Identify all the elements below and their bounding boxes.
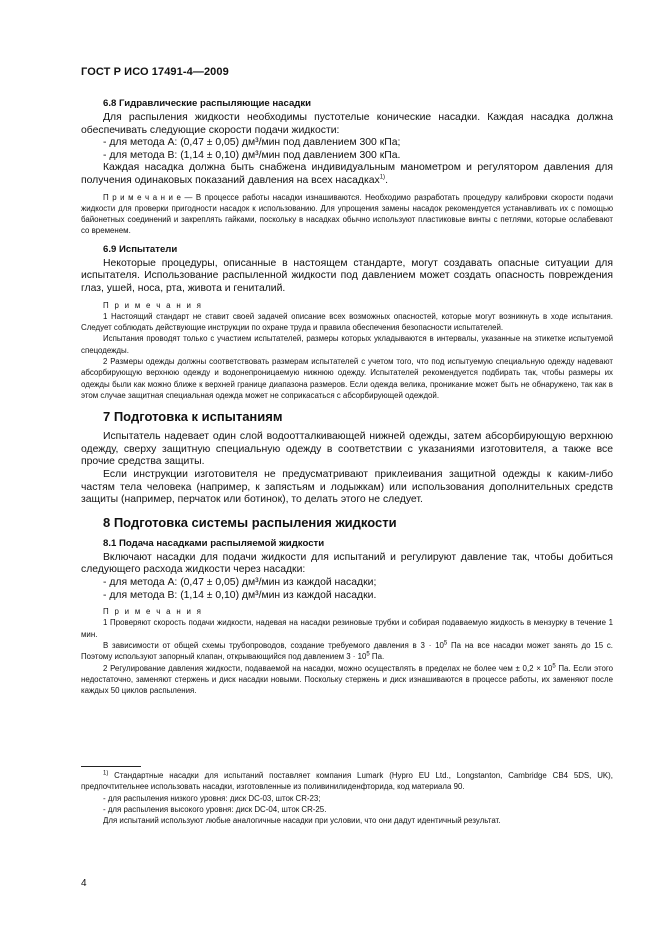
section-6-9-note-1b: Испытания проводят только с участием испытателей, размеры которых укладываются в интервалы, указанные на этикетке испытуемой спецодежды. xyxy=(81,334,613,355)
paragraph-end: . xyxy=(385,174,388,186)
note-text: Па. xyxy=(369,652,385,662)
section-6-9-paragraph-1: Некоторые процедуры, описанные в настоящем стандарте, могут создавать опасные ситуации для испытателя. Использование распыленной жидкости под давлением может создать опасность повреждения глаз, ушей, носа, рта, живота и гениталий. xyxy=(81,257,613,294)
footnote-text: Стандартные насадки для испытаний поставляет компания Lumark (Hypro EU Ltd., Longstanton, Cambridge CB4 5DS, UK), предпочтительнее использовать насадки, изготовленные из поливинилиденфторида, код материала 90. xyxy=(81,771,613,792)
method-a-rate: - для метода A: (0,47 ± 0,05) дм³/мин под давлением 300 кПа; xyxy=(103,137,401,149)
footnote-divider xyxy=(81,766,141,767)
section-8-1-note-1b xyxy=(81,640,613,663)
footnote-marker: 1) xyxy=(103,770,109,777)
notes-heading: П р и м е ч а н и я xyxy=(103,300,203,310)
section-6-9-note-2: 2 Размеры одежды должны соответствовать размерам испытателей с учетом того, что под испытуемую специальную одежду надевают абсорбирующую верхнюю одежду и водонепроницаемую нижнюю одежду. Испытателей рекомендуется подбирать так, чтобы размеры их одежды были как можно ближе к верхней границе диапазона размеров. Если одежда велика, проникание может быть не обнаружено, так как в этом случае защитная специальная одежда может не соприкасаться с абсорбирующей одеждой. xyxy=(81,357,613,400)
section-6-9-note-1: 1 Настоящий стандарт не ставит своей задачей описание всех возможных опасностей, которые могут возникнуть в ходе испытания. Следует соблюдать действующие инструкции по охране труда и правила обеспечения безопасности испытателей. xyxy=(81,311,613,333)
footnote-1 xyxy=(81,770,613,793)
section-6-8-paragraph-2 xyxy=(81,162,613,187)
footnote-last: Для испытаний используют любые аналогичные насадки при условии, что они дадут идентичный результат. xyxy=(103,816,501,826)
section-6-8-heading: 6.8 Гидравлические распыляющие насадки xyxy=(103,98,312,109)
page-content xyxy=(81,97,613,697)
section-8-1-note-2 xyxy=(81,663,613,697)
note-text: 2 Регулирование давления жидкости, подаваемой на насадки, можно осуществлять в пределах не более чем ± 0,2 × 10 xyxy=(103,663,553,673)
footnote-item-low: - для распыления низкого уровня: диск DC-03, шток CR-23; xyxy=(103,793,321,803)
section-7-paragraph-2: Если инструкции изготовителя не предусматривают приклеивания защитной одежды к каким-либо частям тела человека (например, к запястьям и лодыжкам) или использования дополнительных средств защиты (например, перчаток или ботинок), то делать этого не следует. xyxy=(81,468,613,506)
footnotes xyxy=(81,770,613,826)
section-7-paragraph-1: Испытатель надевает один слой водоотталкивающей нижней одежды, затем абсорбирующую верхнюю одежду, сверху защитную специальную одежду в соответствии с указаниями изготовителя, а также все прочие средства защиты. xyxy=(81,431,613,468)
notes-heading: П р и м е ч а н и я xyxy=(103,607,203,617)
footnote-ref: 1) xyxy=(379,174,386,181)
method-b-nozzle-rate: - для метода B: (1,14 ± 0,10) дм³/мин из каждой насадки. xyxy=(103,589,377,601)
note-text: В зависимости от общей схемы трубопроводов, создание требуемого давления в 3 · 10 xyxy=(103,641,444,651)
paragraph-text: Каждая насадка должна быть снабжена индивидуальным манометром и регулятором давления для получения одинаковых показаний давления на всех насадках xyxy=(81,162,613,186)
note-text: Па. Если этого недостаточно, заменяют стержень и диск насадки новыми. Поскольку стержень и диск изнашиваются в процессе работы, их заменяют после каждых 50 циклов распыления. xyxy=(81,663,613,696)
section-8-1-paragraph-1: Включают насадки для подачи жидкости для испытаний и регулируют давление так, чтобы добиться следующего расхода жидкости через насадки: xyxy=(81,551,613,576)
method-a-nozzle-rate: - для метода A: (0,47 ± 0,05) дм³/мин из каждой насадки; xyxy=(103,576,377,588)
section-6-9-heading: 6.9 Испытатели xyxy=(103,243,178,255)
note-text: Па на все насадки может занять до 15 с. Поэтому используют запорный клапан, открывающийся под давлением 3 · 10 xyxy=(81,641,613,662)
document-header: ГОСТ Р ИСО 17491-4—2009 xyxy=(81,66,229,78)
section-6-8-note xyxy=(81,192,613,237)
section-8-1-note-1: 1 Проверяют скорость подачи жидкости, надевая на насадки резиновые трубки и собирая подаваемую жидкость в мензурку в течение 1 мин. xyxy=(81,618,613,639)
section-8-heading: 8 Подготовка системы распыления жидкости xyxy=(103,514,397,530)
exponent: 5 xyxy=(366,651,370,658)
exponent: 5 xyxy=(443,640,448,647)
section-7-heading: 7 Подготовка к испытаниям xyxy=(103,409,283,425)
note-label: П р и м е ч а н и е xyxy=(103,192,181,202)
section-6-8-paragraph-1: Для распыления жидкости необходимы пустотелые конические насадки. Каждая насадка должна обеспечивать следующие скорости подачи жидкости: xyxy=(81,112,613,136)
page-number: 4 xyxy=(81,878,87,889)
note-text: — В процессе работы насадки изнашиваются. Необходимо разработать процедуру калибровки скорости подачи жидкости для проверки пригодности насадок к использованию. Для упрощения замены насадок рекомендуется устанавливать их с помощью байонетных соединений и закреплять гайками, поскольку в насадках обычно используют пластиковые винты с петлями, которые ослабевают со временем. xyxy=(81,192,613,236)
section-8-1-heading: 8.1 Подача насадками распыляемой жидкости xyxy=(103,537,325,549)
method-b-rate: - для метода B: (1,14 ± 0,10) дм³/мин под давлением 300 кПа. xyxy=(103,149,401,161)
exponent: 5 xyxy=(552,663,556,669)
footnote-item-high: - для распыления высокого уровня: диск DC-04, шток CR-25. xyxy=(103,804,327,814)
